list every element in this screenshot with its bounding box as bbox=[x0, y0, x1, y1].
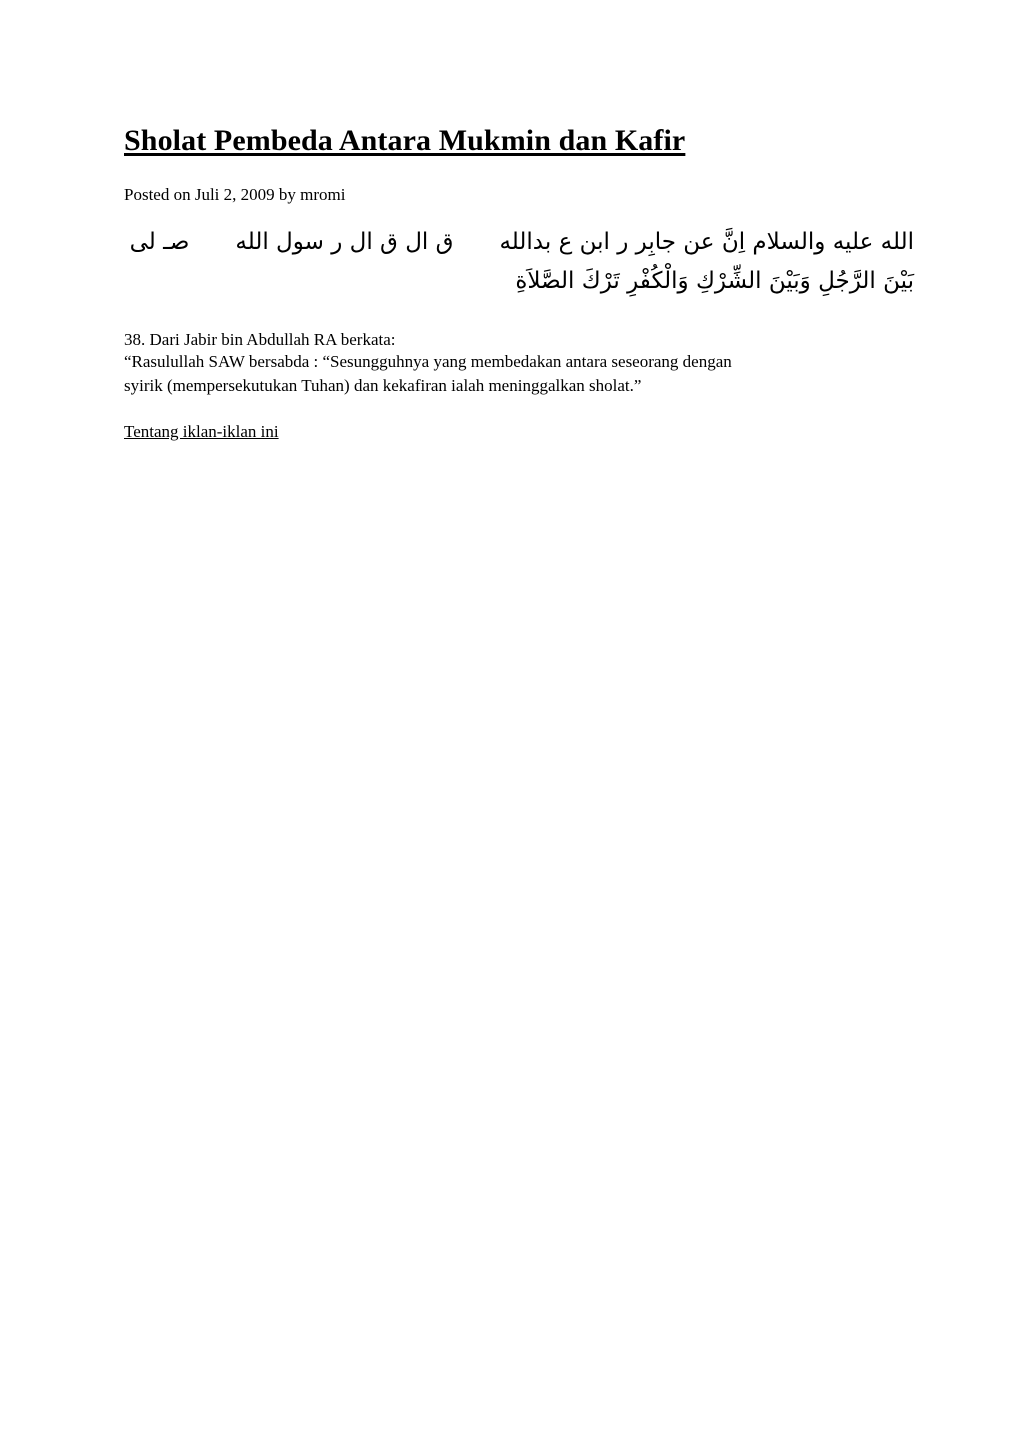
post-title: Sholat Pembeda Antara Mukmin dan Kafir bbox=[124, 124, 686, 157]
hadith-arabic-line-2: بَيْنَ الرَّجُلِ وَبَيْنَ الشِّرْكِ وَالْكُفْرِ تَرْكَ الصَّلاَةِ bbox=[515, 268, 914, 294]
post-meta: Posted on Juli 2, 2009 by mromi bbox=[124, 185, 346, 204]
hadith-arabic-segment-3: صـ لى bbox=[129, 229, 190, 255]
hadith-arabic-line-1 bbox=[129, 229, 914, 255]
hadith-translation-line-2: syirik (mempersekutukan Tuhan) dan kekafiran ialah meninggalkan sholat.” bbox=[124, 376, 642, 395]
hadith-translation-line-1: “Rasulullah SAW bersabda : “Sesungguhnya yang membedakan antara seseorang dengan bbox=[124, 352, 732, 371]
ads-info-link[interactable]: Tentang iklan-iklan ini bbox=[124, 422, 279, 441]
hadith-intro: 38. Dari Jabir bin Abdullah RA berkata: bbox=[124, 330, 396, 349]
hadith-arabic-segment-2: ق ال ق ال ر سول الله bbox=[235, 229, 454, 255]
hadith-arabic-segment-1: الله عليه والسلام اِنَّ عن جابِر ر ابن ع بدالله bbox=[499, 229, 914, 255]
